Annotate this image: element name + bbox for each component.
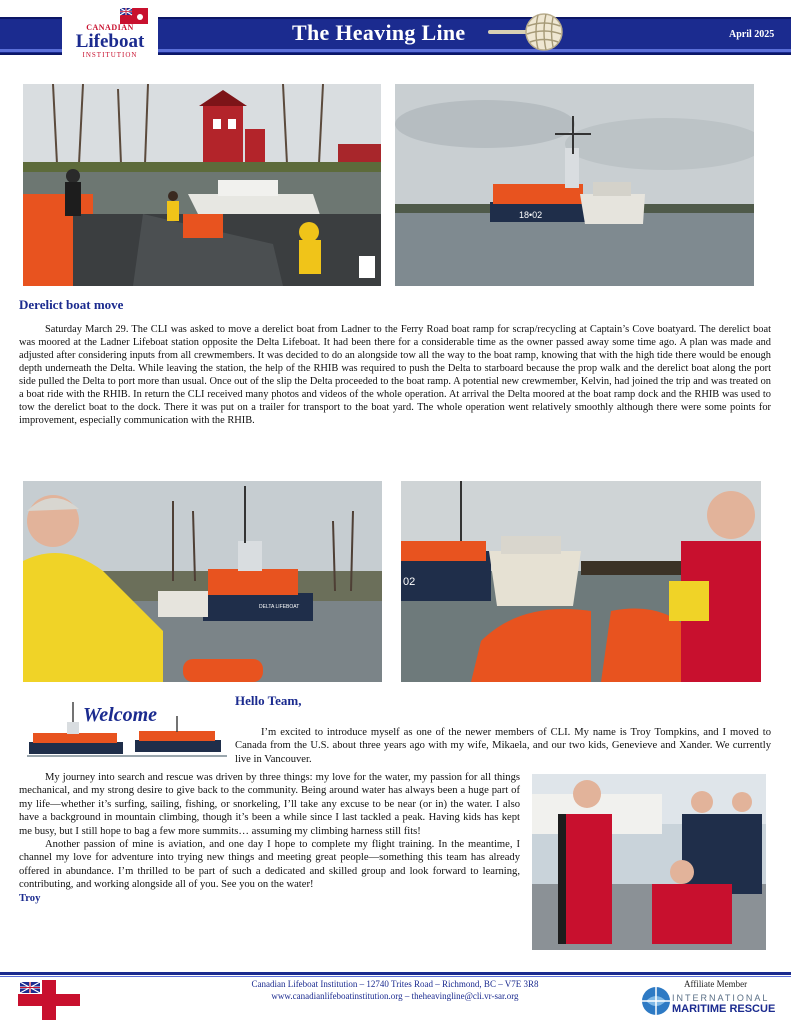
photo-lifeboat-towing <box>395 84 754 286</box>
footer-address: Canadian Lifeboat Institution – 12740 Trites Road – Richmond, BC – V7E 3R8 <box>251 979 539 989</box>
footer-rule-thin <box>0 976 791 977</box>
hull-number-text: 02 <box>403 576 416 588</box>
article-body-derelict-boat-move <box>19 323 771 427</box>
monkey-fist-knot-icon <box>524 12 564 52</box>
logo-lifeboat-text: Lifeboat <box>75 31 145 52</box>
hull-name-text: DELTA LIFEBOAT <box>259 604 300 610</box>
signature: Troy <box>19 892 41 904</box>
logo-institution-text: INSTITUTION <box>82 51 138 59</box>
article-paragraph: Saturday March 29. The CLI was asked to move a derelict boat from Ladner to the Ferry Road boat ramp for scrap/recycling at Captain’s Cove boatyard. The derelict boat was moored at the Ladner Lifeboat station opposite the Delta Lifeboat. It had been there for a considerable time as the owner passed away some time ago. A plan was made and adjusted after considering inputs from all crewmembers. It was decided to do an alongside tow all the way to the boat ramp, knowing that with the high tide there would be enough depth underneath the Delta. While leaving the station, the help of the RHIB was required to push the Delta to starboard because the prop walk and the derelict boat along the port side pulled the Delta to port more than usual. Once out of the slip the Delta proceeded to the boat ramp. A potential new crewmember, Kelvin, had joined the trip and was treated on a boat ride with the RHIB. In return the CLI received many photos and videos of the whole operation. At arrival the Delta moored at the boat ramp dock and the RHIB was used to tow the derelict boat to the dock. There it was put on a trailer for transport to the boat yard. The whole operation went relatively smoothly although there were some points for improvement, especially communication with the RHIB. <box>19 324 771 426</box>
story-block <box>19 771 520 905</box>
greeting: Hello Team, <box>235 693 302 708</box>
globe-icon <box>640 985 672 1017</box>
cli-cross-flag-icon <box>18 980 80 1020</box>
article-heading-derelict-boat-move: Derelict boat move <box>19 297 124 312</box>
issue-date: April 2025 <box>729 29 775 40</box>
intro-paragraph: I’m excited to introduce myself as one of the newer members of CLI. My name is Troy Tompkins, and I moved to Canada from the U.S. about three years ago with my wife, Mikaela, and our two kids, Genevieve and Xander. We currently live in Vancouver. <box>235 727 771 765</box>
welcome-banner <box>27 698 227 764</box>
photo-crew-group-on-dock <box>532 774 766 950</box>
photo-crew-in-rhib-with-lifeboat <box>23 481 382 682</box>
journey-paragraph: My journey into search and rescue was driven by three things: my love for the water, my passion for all things mechanical, and my strong desire to give back to the community. Being around water has always been a huge part of my life—whether it’s surfing, sailing, fishing, or snorkeling, I’ll take any excuse to be near (or in) the water. I also have a background in mountain climbing, though it’s been a while since I last tackled a peak. Having kids has kept me busy, but I still hope to bag a few more summits… assuming my climbing harness still fits! <box>19 772 520 837</box>
photo-derelict-boat-alongside <box>23 84 381 286</box>
welcome-heading: Welcome <box>83 704 158 726</box>
affiliate-member-label: Affiliate Member <box>684 979 748 989</box>
footer-rule <box>0 972 791 975</box>
intro-paragraph-block <box>235 726 771 766</box>
photo-crew-in-lifejacket-in-rhib <box>401 481 761 682</box>
imr-maritime-rescue-text: MARITIME RESCUE <box>672 1003 776 1015</box>
aviation-paragraph: Another passion of mine is aviation, and one day I hope to complete my flight training. In the meantime, I channel my love for adventure into trying new things and meeting great people—something this team has already offered in abundance. I’m thrilled to be part of such a dedicated and skilled group and look forward to learning, contributing, and working alongside all of you. See you on the water! <box>19 839 520 891</box>
footer-web-email[interactable]: www.canadianlifeboatinstitution.org – theheavingline@cli.vr-sar.org <box>271 991 519 1001</box>
logo-canadian-text: CANADIAN <box>86 23 134 32</box>
red-ensign-flag-icon <box>120 8 148 24</box>
imr-international-text: INTERNATIONAL <box>672 993 770 1003</box>
newsletter-title: The Heaving Line <box>292 20 466 45</box>
hull-number-text: 18•02 <box>519 210 543 220</box>
cli-logo <box>62 6 158 62</box>
